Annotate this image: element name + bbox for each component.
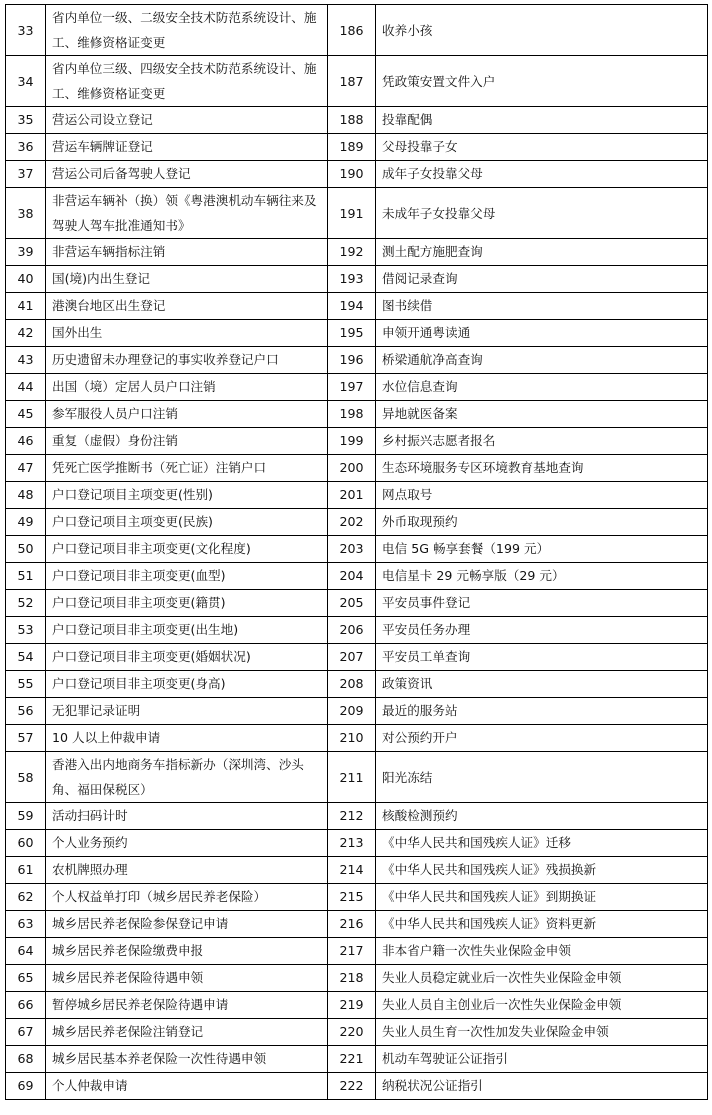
- right-index-cell: 216: [328, 911, 376, 938]
- table-row: [6, 134, 708, 161]
- right-index-cell: 213: [328, 830, 376, 857]
- right-index-cell: 202: [328, 509, 376, 536]
- right-item-cell: 最近的服务站: [376, 698, 708, 725]
- left-item-cell: 户口登记项目主项变更(性别): [46, 482, 328, 509]
- left-index-cell: 42: [6, 320, 46, 347]
- left-index-cell: 55: [6, 671, 46, 698]
- left-index-cell: 61: [6, 857, 46, 884]
- right-item-cell: 《中华人民共和国残疾人证》资料更新: [376, 911, 708, 938]
- left-index-cell: 69: [6, 1073, 46, 1100]
- left-item-cell: 户口登记项目非主项变更(婚姻状况): [46, 644, 328, 671]
- table-row: [6, 401, 708, 428]
- left-index-cell: 47: [6, 455, 46, 482]
- left-item-cell: 省内单位一级、二级安全技术防范系统设计、施工、维修资格证变更: [46, 5, 328, 56]
- left-index-cell: 50: [6, 536, 46, 563]
- right-index-cell: 220: [328, 1019, 376, 1046]
- left-index-cell: 58: [6, 752, 46, 803]
- right-item-cell: 桥梁通航净高查询: [376, 347, 708, 374]
- left-index-cell: 65: [6, 965, 46, 992]
- right-item-cell: 《中华人民共和国残疾人证》残损换新: [376, 857, 708, 884]
- left-item-cell: 户口登记项目非主项变更(身高): [46, 671, 328, 698]
- left-index-cell: 67: [6, 1019, 46, 1046]
- right-item-cell: 申领开通粤读通: [376, 320, 708, 347]
- left-index-cell: 40: [6, 266, 46, 293]
- left-item-cell: 城乡居民养老保险参保登记申请: [46, 911, 328, 938]
- right-index-cell: 219: [328, 992, 376, 1019]
- right-index-cell: 221: [328, 1046, 376, 1073]
- table-row: [6, 239, 708, 266]
- left-item-cell: 个人业务预约: [46, 830, 328, 857]
- table-row: [6, 56, 708, 107]
- right-index-cell: 192: [328, 239, 376, 266]
- left-index-cell: 35: [6, 107, 46, 134]
- left-index-cell: 41: [6, 293, 46, 320]
- right-item-cell: 政策资讯: [376, 671, 708, 698]
- left-item-cell: 国(境)内出生登记: [46, 266, 328, 293]
- left-item-cell: 非营运车辆指标注销: [46, 239, 328, 266]
- left-item-cell: 国外出生: [46, 320, 328, 347]
- left-index-cell: 43: [6, 347, 46, 374]
- left-item-cell: 营运公司后备驾驶人登记: [46, 161, 328, 188]
- left-item-cell: 城乡居民基本养老保险一次性待遇申领: [46, 1046, 328, 1073]
- table-row: [6, 536, 708, 563]
- right-item-cell: 对公预约开户: [376, 725, 708, 752]
- left-index-cell: 68: [6, 1046, 46, 1073]
- left-index-cell: 36: [6, 134, 46, 161]
- table-row: [6, 266, 708, 293]
- right-item-cell: 凭政策安置文件入户: [376, 56, 708, 107]
- right-index-cell: 201: [328, 482, 376, 509]
- right-index-cell: 211: [328, 752, 376, 803]
- right-index-cell: 191: [328, 188, 376, 239]
- right-index-cell: 205: [328, 590, 376, 617]
- table-row: [6, 803, 708, 830]
- right-item-cell: 《中华人民共和国残疾人证》到期换证: [376, 884, 708, 911]
- left-item-cell: 省内单位三级、四级安全技术防范系统设计、施工、维修资格证变更: [46, 56, 328, 107]
- left-item-cell: 非营运车辆补（换）领《粤港澳机动车辆往来及驾驶人驾车批准通知书》: [46, 188, 328, 239]
- right-index-cell: 186: [328, 5, 376, 56]
- right-item-cell: 平安员任务办理: [376, 617, 708, 644]
- left-item-cell: 重复（虚假）身份注销: [46, 428, 328, 455]
- left-index-cell: 37: [6, 161, 46, 188]
- left-item-cell: 港澳台地区出生登记: [46, 293, 328, 320]
- left-index-cell: 63: [6, 911, 46, 938]
- table-row: [6, 455, 708, 482]
- right-item-cell: 未成年子女投靠父母: [376, 188, 708, 239]
- right-index-cell: 190: [328, 161, 376, 188]
- table-row: [6, 347, 708, 374]
- right-item-cell: 平安员事件登记: [376, 590, 708, 617]
- left-item-cell: 营运车辆牌证登记: [46, 134, 328, 161]
- table-row: [6, 884, 708, 911]
- left-item-cell: 户口登记项目主项变更(民族): [46, 509, 328, 536]
- left-item-cell: 凭死亡医学推断书（死亡证）注销户口: [46, 455, 328, 482]
- right-item-cell: 核酸检测预约: [376, 803, 708, 830]
- left-item-cell: 10 人以上仲裁申请: [46, 725, 328, 752]
- right-index-cell: 215: [328, 884, 376, 911]
- left-index-cell: 66: [6, 992, 46, 1019]
- left-item-cell: 无犯罪记录证明: [46, 698, 328, 725]
- right-index-cell: 206: [328, 617, 376, 644]
- table-row: [6, 830, 708, 857]
- right-item-cell: 图书续借: [376, 293, 708, 320]
- table-row: [6, 563, 708, 590]
- left-index-cell: 52: [6, 590, 46, 617]
- table-row: [6, 617, 708, 644]
- left-index-cell: 44: [6, 374, 46, 401]
- left-index-cell: 38: [6, 188, 46, 239]
- table-row: [6, 1073, 708, 1100]
- right-index-cell: 187: [328, 56, 376, 107]
- service-items-table: [5, 4, 708, 1100]
- left-index-cell: 59: [6, 803, 46, 830]
- right-index-cell: 188: [328, 107, 376, 134]
- right-index-cell: 204: [328, 563, 376, 590]
- right-index-cell: 195: [328, 320, 376, 347]
- left-item-cell: 香港入出内地商务车指标新办（深圳湾、沙头角、福田保税区）: [46, 752, 328, 803]
- left-index-cell: 60: [6, 830, 46, 857]
- right-index-cell: 208: [328, 671, 376, 698]
- right-index-cell: 196: [328, 347, 376, 374]
- table-row: [6, 590, 708, 617]
- table-row: [6, 698, 708, 725]
- left-item-cell: 城乡居民养老保险注销登记: [46, 1019, 328, 1046]
- table-row: [6, 857, 708, 884]
- right-index-cell: 199: [328, 428, 376, 455]
- left-index-cell: 49: [6, 509, 46, 536]
- right-item-cell: 成年子女投靠父母: [376, 161, 708, 188]
- right-index-cell: 197: [328, 374, 376, 401]
- left-item-cell: 个人权益单打印（城乡居民养老保险）: [46, 884, 328, 911]
- table-row: [6, 509, 708, 536]
- right-item-cell: 借阅记录查询: [376, 266, 708, 293]
- left-item-cell: 暂停城乡居民养老保险待遇申请: [46, 992, 328, 1019]
- right-item-cell: 纳税状况公证指引: [376, 1073, 708, 1100]
- left-index-cell: 34: [6, 56, 46, 107]
- right-item-cell: 失业人员稳定就业后一次性失业保险金申领: [376, 965, 708, 992]
- right-item-cell: 电信 5G 畅享套餐（199 元）: [376, 536, 708, 563]
- table-row: [6, 5, 708, 56]
- left-item-cell: 营运公司设立登记: [46, 107, 328, 134]
- right-item-cell: 投靠配偶: [376, 107, 708, 134]
- left-item-cell: 户口登记项目非主项变更(出生地): [46, 617, 328, 644]
- table-row: [6, 482, 708, 509]
- table-row: [6, 965, 708, 992]
- left-item-cell: 户口登记项目非主项变更(血型): [46, 563, 328, 590]
- left-index-cell: 53: [6, 617, 46, 644]
- right-index-cell: 200: [328, 455, 376, 482]
- right-item-cell: 失业人员自主创业后一次性失业保险金申领: [376, 992, 708, 1019]
- table-row: [6, 188, 708, 239]
- right-index-cell: 194: [328, 293, 376, 320]
- left-index-cell: 39: [6, 239, 46, 266]
- right-index-cell: 217: [328, 938, 376, 965]
- left-item-cell: 历史遗留未办理登记的事实收养登记户口: [46, 347, 328, 374]
- table-row: [6, 725, 708, 752]
- left-item-cell: 活动扫码计时: [46, 803, 328, 830]
- table-row: [6, 428, 708, 455]
- right-index-cell: 193: [328, 266, 376, 293]
- right-item-cell: 机动车驾驶证公证指引: [376, 1046, 708, 1073]
- left-item-cell: 个人仲裁申请: [46, 1073, 328, 1100]
- left-item-cell: 城乡居民养老保险待遇申领: [46, 965, 328, 992]
- left-item-cell: 城乡居民养老保险缴费申报: [46, 938, 328, 965]
- right-index-cell: 214: [328, 857, 376, 884]
- table-row: [6, 938, 708, 965]
- left-index-cell: 48: [6, 482, 46, 509]
- left-index-cell: 62: [6, 884, 46, 911]
- left-index-cell: 33: [6, 5, 46, 56]
- right-item-cell: 父母投靠子女: [376, 134, 708, 161]
- right-index-cell: 203: [328, 536, 376, 563]
- right-item-cell: 非本省户籍一次性失业保险金申领: [376, 938, 708, 965]
- left-item-cell: 参军服役人员户口注销: [46, 401, 328, 428]
- right-item-cell: 网点取号: [376, 482, 708, 509]
- table-row: [6, 293, 708, 320]
- right-item-cell: 外币取现预约: [376, 509, 708, 536]
- table-row: [6, 1019, 708, 1046]
- right-item-cell: 《中华人民共和国残疾人证》迁移: [376, 830, 708, 857]
- right-index-cell: 207: [328, 644, 376, 671]
- table-body: [6, 5, 708, 1100]
- table-row: [6, 644, 708, 671]
- right-item-cell: 电信星卡 29 元畅享版（29 元）: [376, 563, 708, 590]
- table-row: [6, 992, 708, 1019]
- left-item-cell: 农机牌照办理: [46, 857, 328, 884]
- right-index-cell: 198: [328, 401, 376, 428]
- left-index-cell: 57: [6, 725, 46, 752]
- table-row: [6, 107, 708, 134]
- table-row: [6, 671, 708, 698]
- right-item-cell: 乡村振兴志愿者报名: [376, 428, 708, 455]
- table-row: [6, 752, 708, 803]
- right-index-cell: 218: [328, 965, 376, 992]
- right-index-cell: 189: [328, 134, 376, 161]
- left-item-cell: 户口登记项目非主项变更(籍贯): [46, 590, 328, 617]
- left-index-cell: 46: [6, 428, 46, 455]
- left-index-cell: 51: [6, 563, 46, 590]
- left-index-cell: 56: [6, 698, 46, 725]
- right-index-cell: 209: [328, 698, 376, 725]
- right-item-cell: 异地就医备案: [376, 401, 708, 428]
- right-index-cell: 210: [328, 725, 376, 752]
- right-item-cell: 平安员工单查询: [376, 644, 708, 671]
- right-index-cell: 212: [328, 803, 376, 830]
- table-row: [6, 911, 708, 938]
- right-item-cell: 生态环境服务专区环境教育基地查询: [376, 455, 708, 482]
- left-index-cell: 54: [6, 644, 46, 671]
- left-item-cell: 户口登记项目非主项变更(文化程度): [46, 536, 328, 563]
- table-row: [6, 320, 708, 347]
- right-item-cell: 水位信息查询: [376, 374, 708, 401]
- table-row: [6, 1046, 708, 1073]
- right-index-cell: 222: [328, 1073, 376, 1100]
- left-index-cell: 45: [6, 401, 46, 428]
- right-item-cell: 失业人员生育一次性加发失业保险金申领: [376, 1019, 708, 1046]
- table-row: [6, 161, 708, 188]
- left-index-cell: 64: [6, 938, 46, 965]
- right-item-cell: 阳光冻结: [376, 752, 708, 803]
- right-item-cell: 收养小孩: [376, 5, 708, 56]
- table-row: [6, 374, 708, 401]
- left-item-cell: 出国（境）定居人员户口注销: [46, 374, 328, 401]
- right-item-cell: 测土配方施肥查询: [376, 239, 708, 266]
